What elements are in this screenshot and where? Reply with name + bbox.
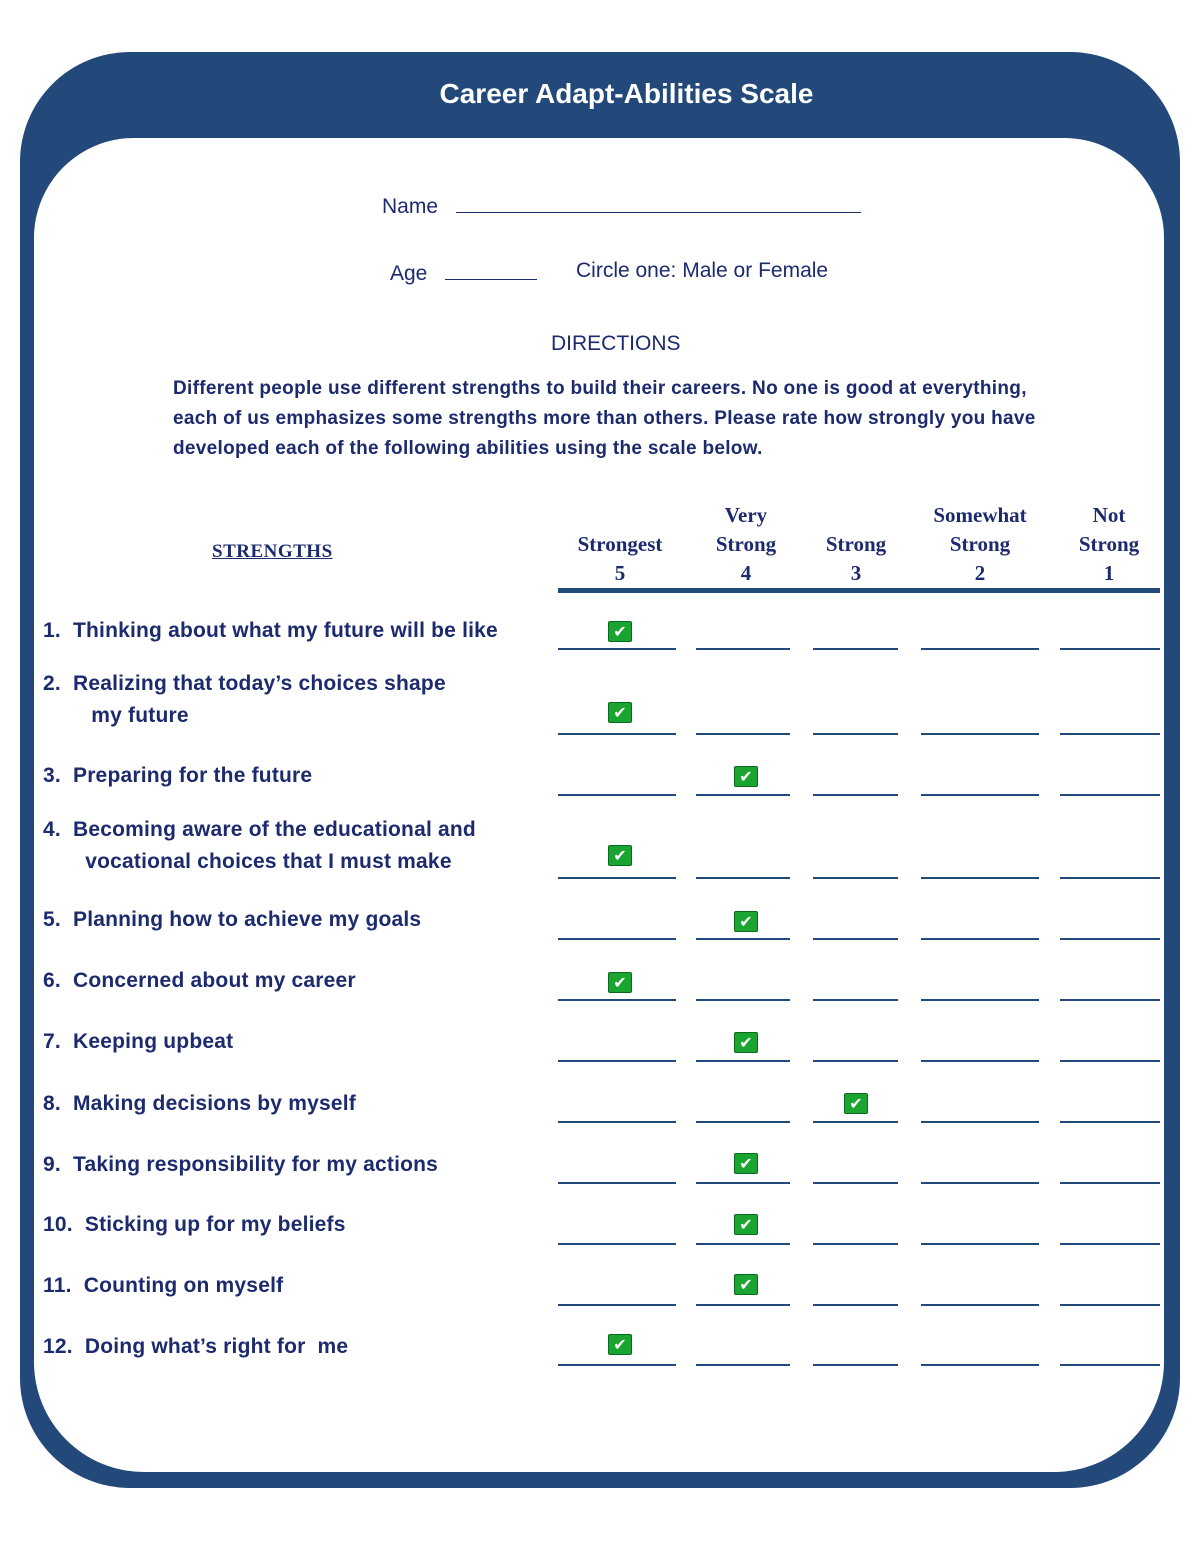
checkbox-checked-icon[interactable]: ✔ (608, 702, 632, 723)
checkbox-checked-icon[interactable]: ✔ (608, 621, 632, 642)
rating-blank-5-2[interactable] (921, 938, 1039, 940)
item-label-5: 5. Planning how to achieve my goals (43, 908, 422, 931)
scale-label: Strong (949, 532, 1011, 556)
rating-blank-7-3[interactable] (813, 1060, 898, 1062)
rating-blank-12-1[interactable] (1060, 1364, 1160, 1366)
rating-blank-5-5[interactable] (558, 938, 676, 940)
checkbox-checked-icon[interactable]: ✔ (608, 845, 632, 866)
rating-blank-12-5[interactable] (558, 1364, 676, 1366)
rating-blank-1-4[interactable] (696, 648, 790, 650)
item-label-2: 2. Realizing that today’s choices shape my future (43, 672, 446, 727)
scale-value: 4 (740, 561, 752, 585)
rating-blank-11-5[interactable] (558, 1304, 676, 1306)
rating-blank-9-3[interactable] (813, 1182, 898, 1184)
scale-label: Very (724, 503, 768, 527)
checkbox-checked-icon[interactable]: ✔ (734, 911, 758, 932)
rating-blank-3-1[interactable] (1060, 794, 1160, 796)
scale-heading-3 (786, 530, 926, 588)
rating-blank-2-1[interactable] (1060, 733, 1160, 735)
rating-blank-8-5[interactable] (558, 1121, 676, 1123)
scale-value: 2 (974, 561, 986, 585)
rating-blank-4-2[interactable] (921, 877, 1039, 879)
rating-blank-7-2[interactable] (921, 1060, 1039, 1062)
rating-blank-2-4[interactable] (696, 733, 790, 735)
age-blank[interactable] (445, 259, 537, 280)
rating-blank-9-4[interactable] (696, 1182, 790, 1184)
checkbox-checked-icon[interactable]: ✔ (844, 1093, 868, 1114)
rating-blank-2-3[interactable] (813, 733, 898, 735)
item-label-7: 7. Keeping upbeat (43, 1030, 234, 1053)
scale-label: Strong (715, 532, 777, 556)
age-field[interactable] (390, 259, 537, 286)
checkbox-checked-icon[interactable]: ✔ (734, 1274, 758, 1295)
item-label-11: 11. Counting on myself (43, 1274, 284, 1297)
gender-prompt[interactable]: Circle one: Male or Female (576, 259, 829, 282)
checkbox-checked-icon[interactable]: ✔ (734, 1214, 758, 1235)
rating-blank-11-1[interactable] (1060, 1304, 1160, 1306)
rating-blank-8-1[interactable] (1060, 1121, 1160, 1123)
checkbox-checked-icon[interactable]: ✔ (608, 1334, 632, 1355)
rating-blank-10-1[interactable] (1060, 1243, 1160, 1245)
rating-blank-11-2[interactable] (921, 1304, 1039, 1306)
scale-value: 1 (1103, 561, 1115, 585)
checkbox-checked-icon[interactable]: ✔ (734, 1032, 758, 1053)
rating-blank-3-5[interactable] (558, 794, 676, 796)
scale-value: 3 (850, 561, 862, 585)
rating-blank-6-3[interactable] (813, 999, 898, 1001)
rating-blank-1-2[interactable] (921, 648, 1039, 650)
rating-blank-1-3[interactable] (813, 648, 898, 650)
rating-blank-1-1[interactable] (1060, 648, 1160, 650)
rating-blank-5-1[interactable] (1060, 938, 1160, 940)
rating-blank-8-3[interactable] (813, 1121, 898, 1123)
rating-blank-8-2[interactable] (921, 1121, 1039, 1123)
scale-label: Strongest (577, 532, 663, 556)
strengths-heading: STRENGTHS (212, 541, 333, 562)
rating-blank-10-5[interactable] (558, 1243, 676, 1245)
rating-blank-12-3[interactable] (813, 1364, 898, 1366)
scale-label: Strong (825, 532, 887, 556)
scale-heading-5 (1039, 501, 1179, 588)
rating-blank-5-4[interactable] (696, 938, 790, 940)
scale-label: Not (1092, 503, 1126, 527)
rating-blank-5-3[interactable] (813, 938, 898, 940)
scale-heading-1 (550, 530, 690, 588)
directions-text: Different people use different strengths to build their careers. No one is good at everything, each of us emphasizes some strengths more than others. Please rate how strongly you have developed each of the following abilities using the scale below. (173, 378, 1036, 459)
checkbox-checked-icon[interactable]: ✔ (608, 972, 632, 993)
scale-header-rule (558, 588, 1160, 593)
scale-label: Somewhat (933, 503, 1027, 527)
name-blank[interactable] (456, 192, 861, 213)
rating-blank-3-2[interactable] (921, 794, 1039, 796)
rating-blank-1-5[interactable] (558, 648, 676, 650)
item-label-9: 9. Taking responsibility for my actions (43, 1153, 439, 1176)
item-label-8: 8. Making decisions by myself (43, 1092, 356, 1115)
rating-blank-11-3[interactable] (813, 1304, 898, 1306)
directions-heading: DIRECTIONS (551, 332, 681, 355)
item-label-3: 3. Preparing for the future (43, 764, 313, 787)
rating-blank-7-4[interactable] (696, 1060, 790, 1062)
item-label-4: 4. Becoming aware of the educational and vocational choices that I must make (43, 818, 476, 873)
checkbox-checked-icon[interactable]: ✔ (734, 766, 758, 787)
rating-blank-12-2[interactable] (921, 1364, 1039, 1366)
scale-heading-4 (910, 501, 1050, 588)
rating-blank-12-4[interactable] (696, 1364, 790, 1366)
rating-blank-4-3[interactable] (813, 877, 898, 879)
rating-blank-3-3[interactable] (813, 794, 898, 796)
scale-label: Strong (1078, 532, 1140, 556)
name-field[interactable] (382, 192, 861, 219)
rating-blank-6-4[interactable] (696, 999, 790, 1001)
page-title: Career Adapt-Abilities Scale (439, 78, 814, 109)
rating-blank-4-4[interactable] (696, 877, 790, 879)
item-label-6: 6. Concerned about my career (43, 969, 356, 992)
rating-blank-9-5[interactable] (558, 1182, 676, 1184)
item-label-1: 1. Thinking about what my future will be like (43, 619, 498, 642)
rating-blank-10-3[interactable] (813, 1243, 898, 1245)
scale-value: 5 (614, 561, 626, 585)
age-label: Age (390, 262, 428, 285)
rating-blank-11-4[interactable] (696, 1304, 790, 1306)
rating-blank-10-4[interactable] (696, 1243, 790, 1245)
rating-blank-2-2[interactable] (921, 733, 1039, 735)
rating-blank-4-1[interactable] (1060, 877, 1160, 879)
rating-blank-7-1[interactable] (1060, 1060, 1160, 1062)
rating-blank-6-2[interactable] (921, 999, 1039, 1001)
rating-blank-3-4[interactable] (696, 794, 790, 796)
rating-blank-2-5[interactable] (558, 733, 676, 735)
rating-blank-8-4[interactable] (696, 1121, 790, 1123)
rating-blank-7-5[interactable] (558, 1060, 676, 1062)
rating-blank-9-2[interactable] (921, 1182, 1039, 1184)
rating-blank-4-5[interactable] (558, 877, 676, 879)
checkbox-checked-icon[interactable]: ✔ (734, 1153, 758, 1174)
rating-blank-9-1[interactable] (1060, 1182, 1160, 1184)
name-label: Name (382, 195, 439, 218)
item-label-12: 12. Doing what’s right for me (43, 1335, 349, 1358)
rating-blank-6-5[interactable] (558, 999, 676, 1001)
rating-blank-10-2[interactable] (921, 1243, 1039, 1245)
item-label-10: 10. Sticking up for my beliefs (43, 1213, 346, 1236)
rating-blank-6-1[interactable] (1060, 999, 1160, 1001)
